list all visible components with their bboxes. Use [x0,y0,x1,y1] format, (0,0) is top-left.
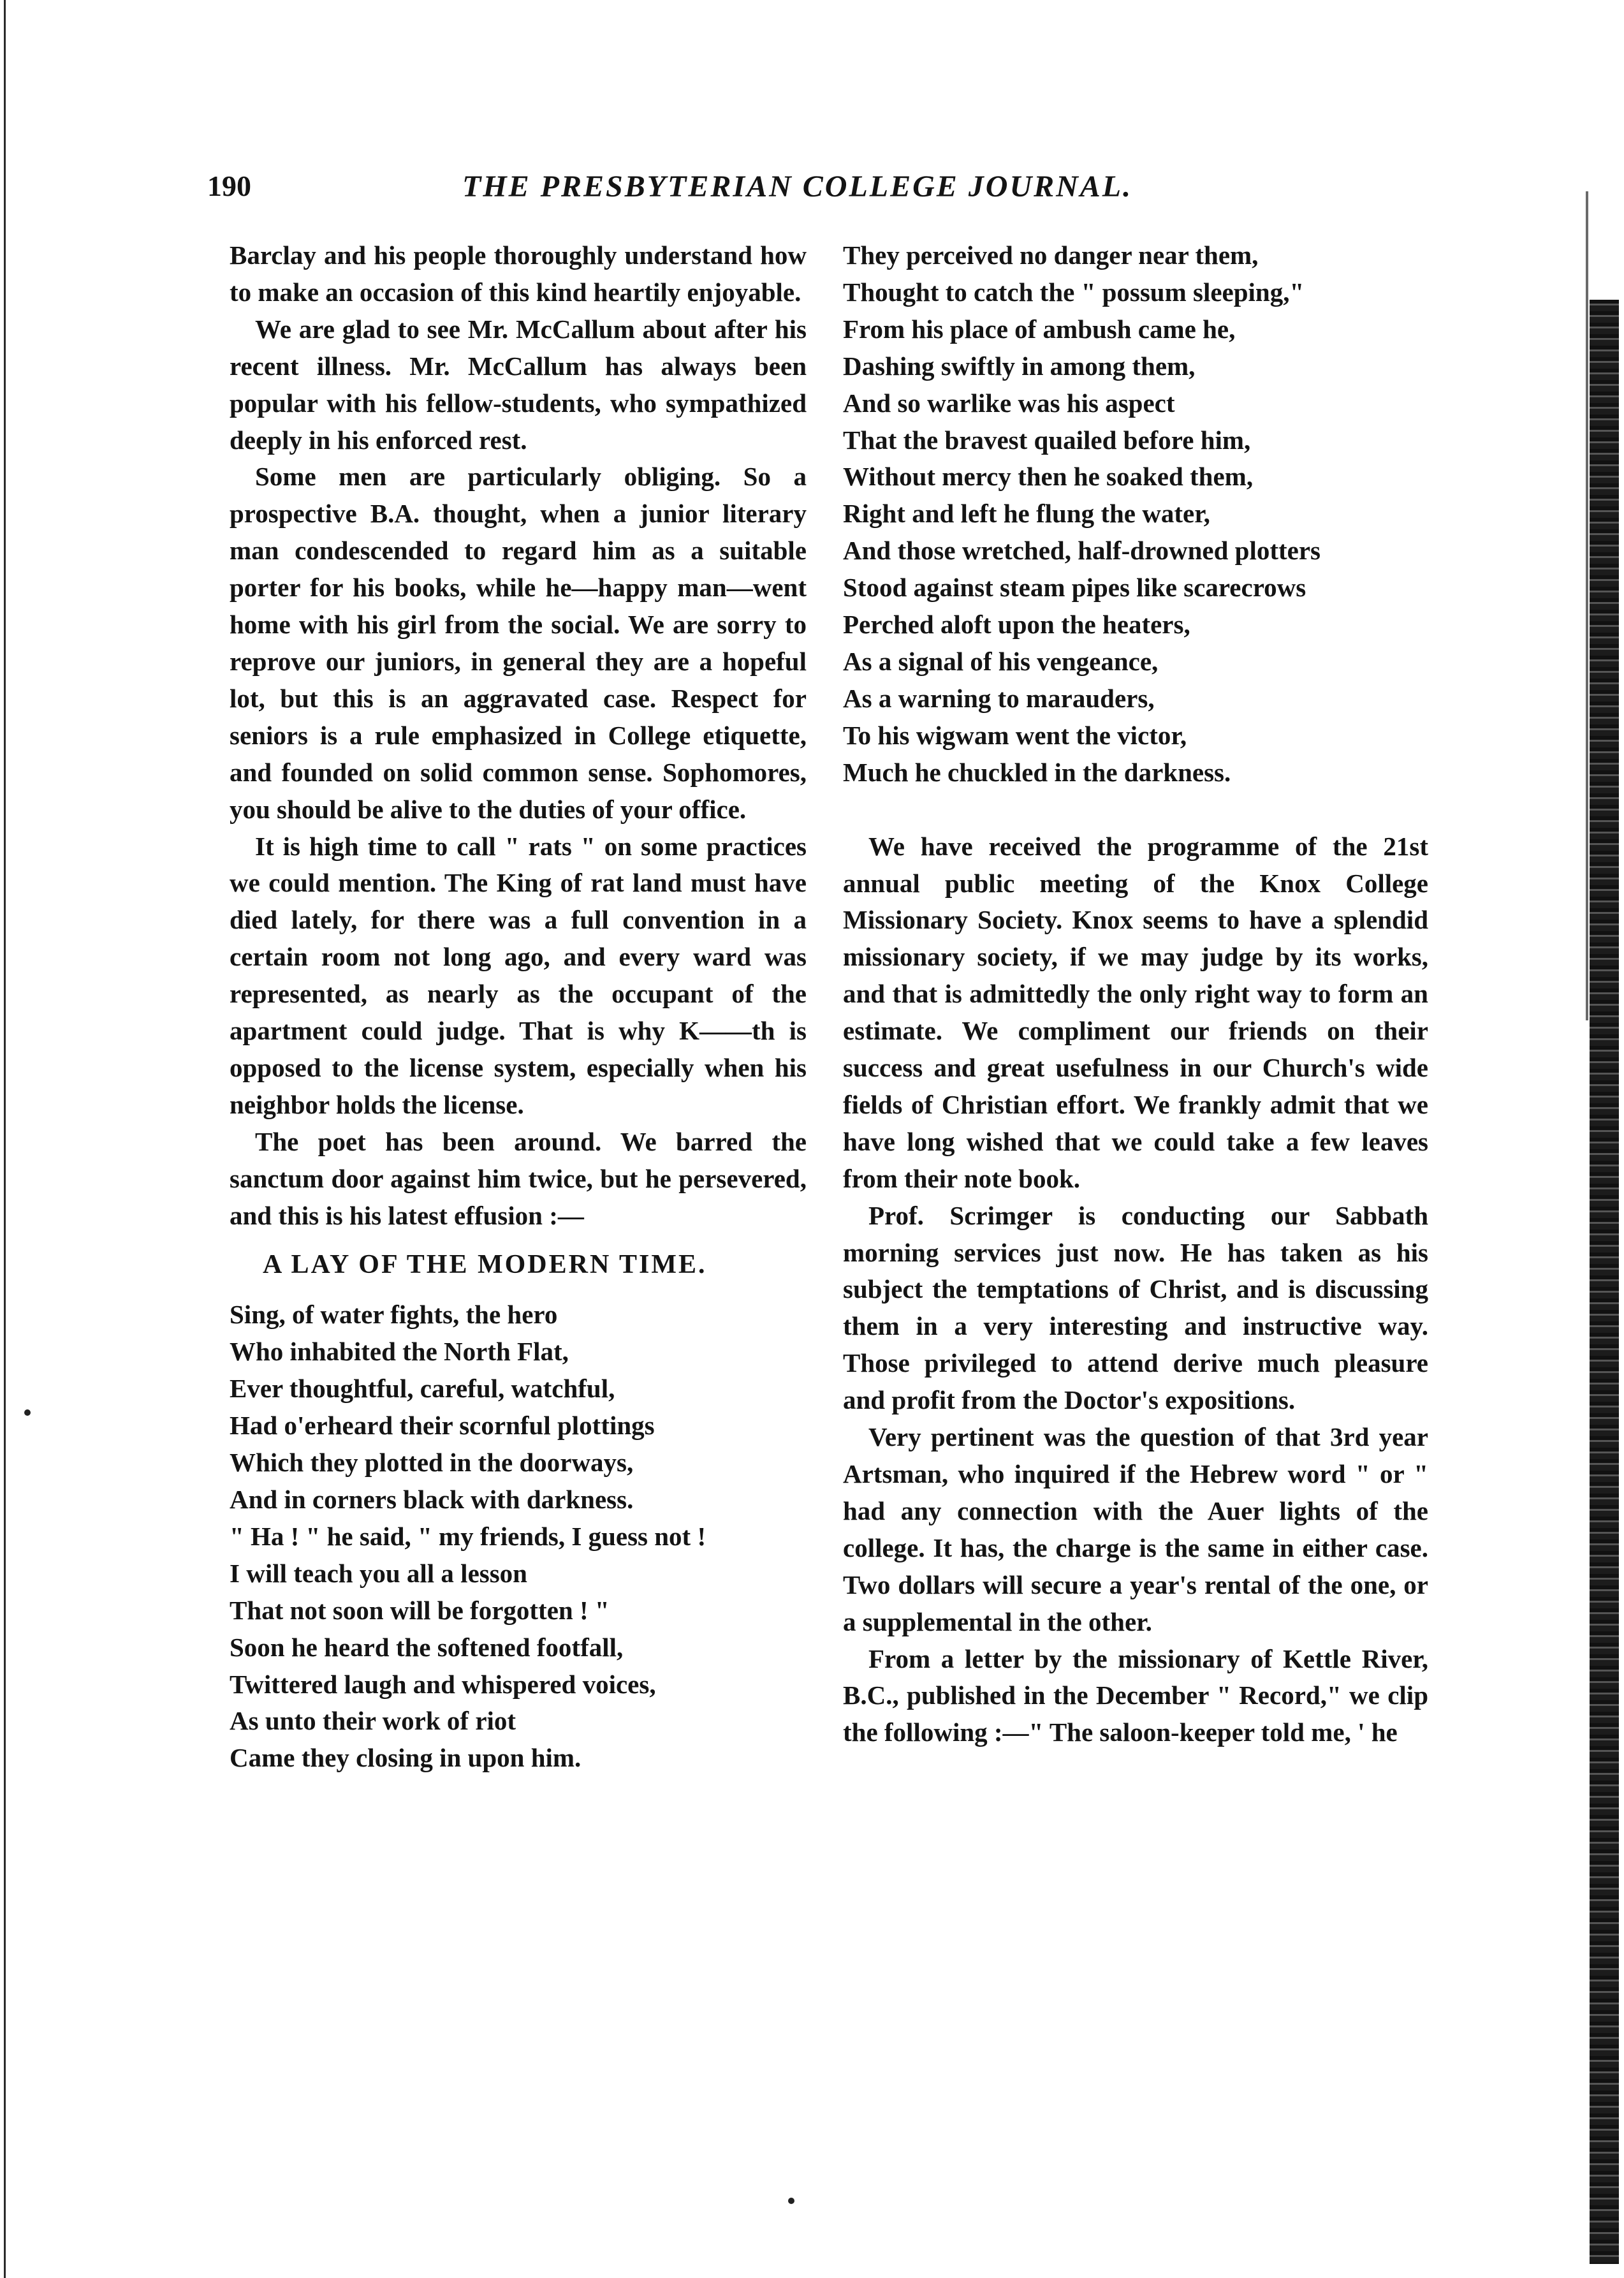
poem-line: They perceived no danger near them, [843,240,1259,270]
paragraph: Barclay and his people thoroughly understand how to make an occasion of this kind heartily enjoyable. [230,240,807,307]
poem-line: Came they closing in upon him. [230,1743,582,1773]
poem-line: And in corners black with darkness. [230,1485,634,1514]
poem-line: Thought to catch the " possum sleeping," [843,277,1305,307]
poem-line: I will teach you all a lesson [230,1558,527,1588]
poem-line: As unto their work of riot [230,1706,516,1736]
poem-line: To his wigwam went the victor, [843,720,1187,750]
poem-line: As a warning to marauders, [843,683,1155,713]
scan-binding-edge [1590,300,1619,2264]
poem-line: Twittered laugh and whispered voices, [230,1669,656,1699]
scan-edge-rule [4,0,6,2278]
poem-line: Dashing swiftly in among them, [843,351,1196,381]
poem-line: As a signal of his vengeance, [843,646,1159,676]
poem-line: " Ha ! " he said, " my friends, I guess not ! [230,1521,706,1551]
running-title: THE PRESBYTERIAN COLLEGE JOURNAL. [462,170,1133,203]
poem-line: And those wretched, half-drowned plotters [843,536,1321,566]
poem-stanza [230,1297,807,1777]
poem-line: Who inhabited the North Flat, [230,1337,569,1367]
poem-line: From his place of ambush came he, [843,314,1236,344]
poem-line: That not soon will be forgotten ! " [230,1595,610,1625]
right-column [843,237,1428,1751]
page-header [207,169,1426,207]
paragraph: Very pertinent was the question of that 3rd year Artsman, who inquired if the Hebrew word " or " had any connection with the Auer lights of the college. It has, the charge is the same in either case. Two dollars will secure a year's rental of the one, or a supplemental in the other. [843,1422,1428,1636]
poem-line: Had o'erheard their scornful plottings [230,1411,655,1441]
left-column [230,237,807,1777]
poem-line: Without mercy then he soaked them, [843,462,1254,492]
poem-line: Perched aloft upon the heaters, [843,610,1190,640]
scan-speck [24,1409,31,1416]
poem-line: That the bravest quailed before him, [843,425,1251,455]
poem-title: A LAY OF THE MODERN TIME. [263,1250,707,1280]
page-number: 190 [207,170,251,202]
paragraph: It is high time to call " rats " on some practices we could mention. The King of rat land must have died lately, for there was a full convention in a certain room not long ago, and every ward was represented, as nearly as the occupant of the apartment could judge. That is why K——th is opposed to the license system, especially when his neighbor holds the license. [230,831,807,1119]
scan-binding-line [1586,191,1588,1020]
paragraph: We are glad to see Mr. McCallum about after his recent illness. Mr. McCallum has always been popular with his fellow-students, who sympathized deeply in his enforced rest. [230,314,807,455]
paragraph: Prof. Scrimger is conducting our Sabbath morning services just now. He has taken as his subject the temptations of Christ, and is discussing them in a very interesting and instructive way. Those privileged to attend derive much pleasure and profit from the Doctor's expositions. [843,1200,1428,1415]
poem-line: Soon he heard the softened footfall, [230,1632,624,1662]
scan-speck [788,2198,794,2204]
poem-line: Sing, of water fights, the hero [230,1300,558,1330]
paragraph: Some men are particularly obliging. So a prospective B.A. thought, when a junior literary man condescended to regard him as a suitable porter for his books, while he—happy man—went home with his girl from the social. We are sorry to reprove our juniors, in general they are a hopeful lot, but this is an aggravated case. Respect for seniors is a rule emphasized in College etiquette, and founded on solid common sense. Sophomores, you should be alive to the duties of your office. [230,462,807,824]
spacer [843,791,1428,828]
poem-line: And so warlike was his aspect [843,388,1175,418]
poem-stanza [843,237,1428,791]
paragraph: The poet has been around. We barred the sanctum door against him twice, but he persevered, and this is his latest effusion :— [230,1126,807,1230]
poem-line: Stood against steam pipes like scarecrows [843,573,1306,603]
poem-line: Much he chuckled in the darkness. [843,757,1231,787]
poem-line: Ever thoughtful, careful, watchful, [230,1374,615,1404]
poem-line: Which they plotted in the doorways, [230,1448,634,1478]
poem-line: Right and left he flung the water, [843,499,1210,529]
paragraph: From a letter by the missionary of Kettle River, B.C., published in the December " Record," we clip the following :—" The saloon-keeper told me, ' he [843,1643,1428,1747]
paragraph: We have received the programme of the 21st annual public meeting of the Knox College Missionary Society. Knox seems to have a splendid missionary society, if we may judge by its works, and that is admittedly the only right way to form an estimate. We compliment our friends on their success and great usefulness in our Church's wide fields of Christian effort. We frankly admit that we have long wished that we could take a few leaves from their note book. [843,831,1428,1193]
